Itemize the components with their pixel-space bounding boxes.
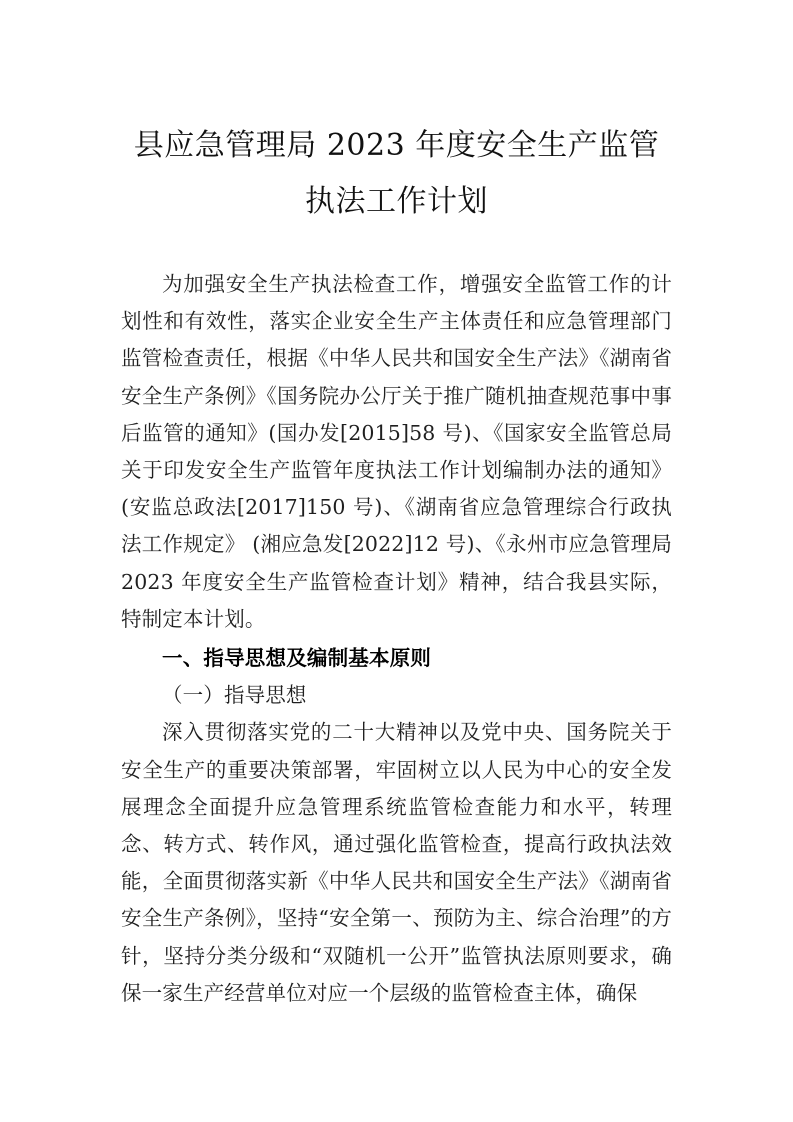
page-title: 县应急管理局 2023 年度安全生产监管执法工作计划 bbox=[133, 128, 660, 219]
body-paragraph-2: 深入贯彻落实党的二十大精神以及党中央、国务院关于安全生产的重要决策部署，牢固树立以人民为中心的安全发展理念全面提升应急管理系统监管检查能力和水平，转理念、转方式、转作风，通过强化监管检查，提高行政执法效能，全面贯彻落实新《中华人民共和国安全生产法》《湖南省安全生产条例》，坚持“安全第一、预防为主、综合治理”的方针，坚持分类分级和“双随机一公开”监管执法原则要求，确保一家生产经营单位对应一个层级的监管检查主体，确保 bbox=[121, 720, 672, 1005]
section-subheading-1-1: （一）指导思想 bbox=[162, 683, 307, 708]
body-paragraph-1: 为加强安全生产执法检查工作，增强安全监管工作的计划性和有效性，落实企业安全生产主体责任和应急管理部门监管检查责任，根据《中华人民共和国安全生产法》《湖南省安全生产条例》《国务院办公厅关于推广随机抽查规范事中事后监管的通知》(国办发[2015]58 号)、《国家安全监管总局关于印发安全生产监管年度执法工作计划编制办法的通知》 (安监总政法[2017]150 号)、《湖南省应急管理综合行政执法工作规定》 (湘应急发[2022]12 号)、《永州市应急管理局 2023 年度安全生产监管检查计划》精神，结合我县实际，特制定本计划。 bbox=[121, 272, 672, 631]
section-heading-1: 一、指导思想及编制基本原则 bbox=[162, 646, 432, 671]
